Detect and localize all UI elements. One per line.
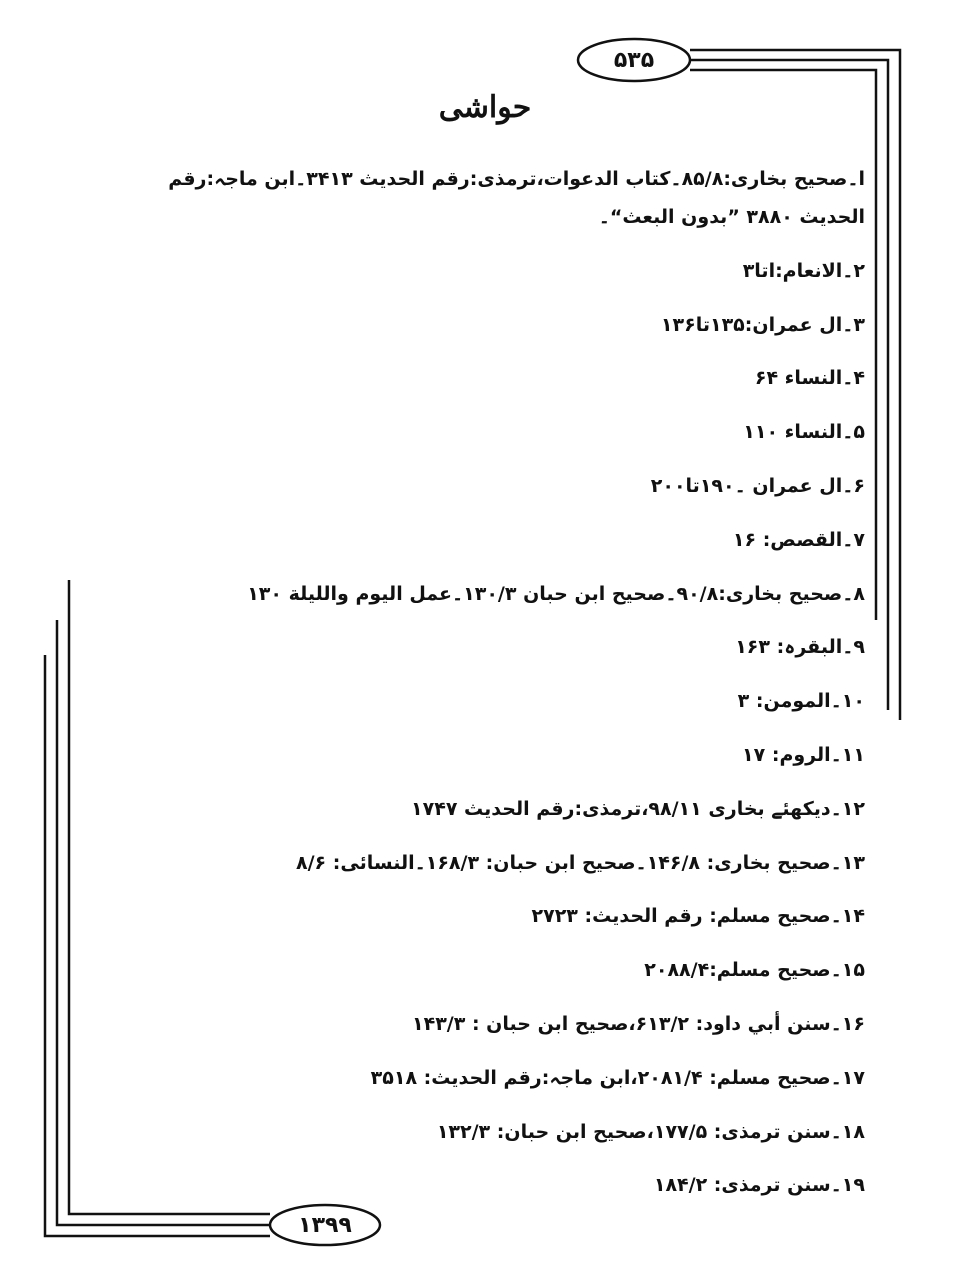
footnote-14: ۱۴۔صحیح مسلم: رقم الحدیث: ۲۷۲۳ <box>531 905 865 928</box>
page-heading: حواشی <box>438 90 532 125</box>
footnote-4: ۴۔النساء ۶۴ <box>754 367 865 390</box>
footnote-15: ۱۵۔صحیح مسلم:۲۰۸۸/۴ <box>644 959 865 982</box>
footnote-19: ۱۹۔سنن ترمذی: ۱۸۴/۲ <box>653 1174 865 1197</box>
footnote-5: ۵۔النساء ۱۱۰ <box>743 421 865 444</box>
footnote-17: ۱۷۔صحیح مسلم: ۲۰۸۱/۴،ابن ماجہ:رقم الحدیث: ۳۵۱۸ <box>370 1066 865 1089</box>
footnote-18: ۱۸۔سنن ترمذی: ۱۷۷/۵،صحیح ابن حبان: ۱۳۲/۳ <box>436 1120 865 1143</box>
footnote-1: ا۔صحیح بخاری:۸۵/۸۔کتاب الدعوات،ترمذی:رقم الحدیث ۳۴۱۳۔ابن ماجہ:رقم الحدیث ۳۸۸۰ ”بدون البعث“۔ <box>168 168 865 228</box>
footnote-16: ۱۶۔سنن أبي داود: ۶۱۳/۲،صحیح ابن حبان : ۱۴۳/۳ <box>412 1012 865 1035</box>
footnote-3: ۳۔ال عمران:۱۳۵تا۱۳۶ <box>660 313 865 336</box>
page-number-top: ۵۳۵ <box>613 47 655 73</box>
footnote-12: ۱۲۔دیکھئے بخاری ۹۸/۱۱،ترمذی:رقم الحدیث ۱۷۴۷ <box>411 797 865 820</box>
footnote-11: ۱۱۔الروم: ۱۷ <box>742 743 865 766</box>
footnote-2: ۲۔الانعام:اتا۳ <box>742 259 865 282</box>
footnote-6: ۶۔ال عمران ۔۱۹۰تا۲۰۰ <box>650 474 865 497</box>
footnotes-list <box>105 160 865 1204</box>
page-number-bottom: ۱۳۹۹ <box>298 1212 352 1238</box>
footnote-10: ۱۰۔المومن: ۳ <box>737 690 865 713</box>
footnote-13: ۱۳۔صحیح بخاری: ۱۴۶/۸۔صحیح ابن حبان: ۱۶۸/۳۔النسائی: ۸/۶ <box>296 851 865 874</box>
footnote-9: ۹۔البقرہ: ۱۶۳ <box>735 636 865 659</box>
footnote-8: ۸۔صحیح بخاری:۹۰/۸۔صحیح ابن حبان ۱۳۰/۳۔عمل الیوم واللیلة ۱۳۰ <box>247 582 865 605</box>
footnote-7: ۷۔القصص: ۱۶ <box>732 528 865 551</box>
